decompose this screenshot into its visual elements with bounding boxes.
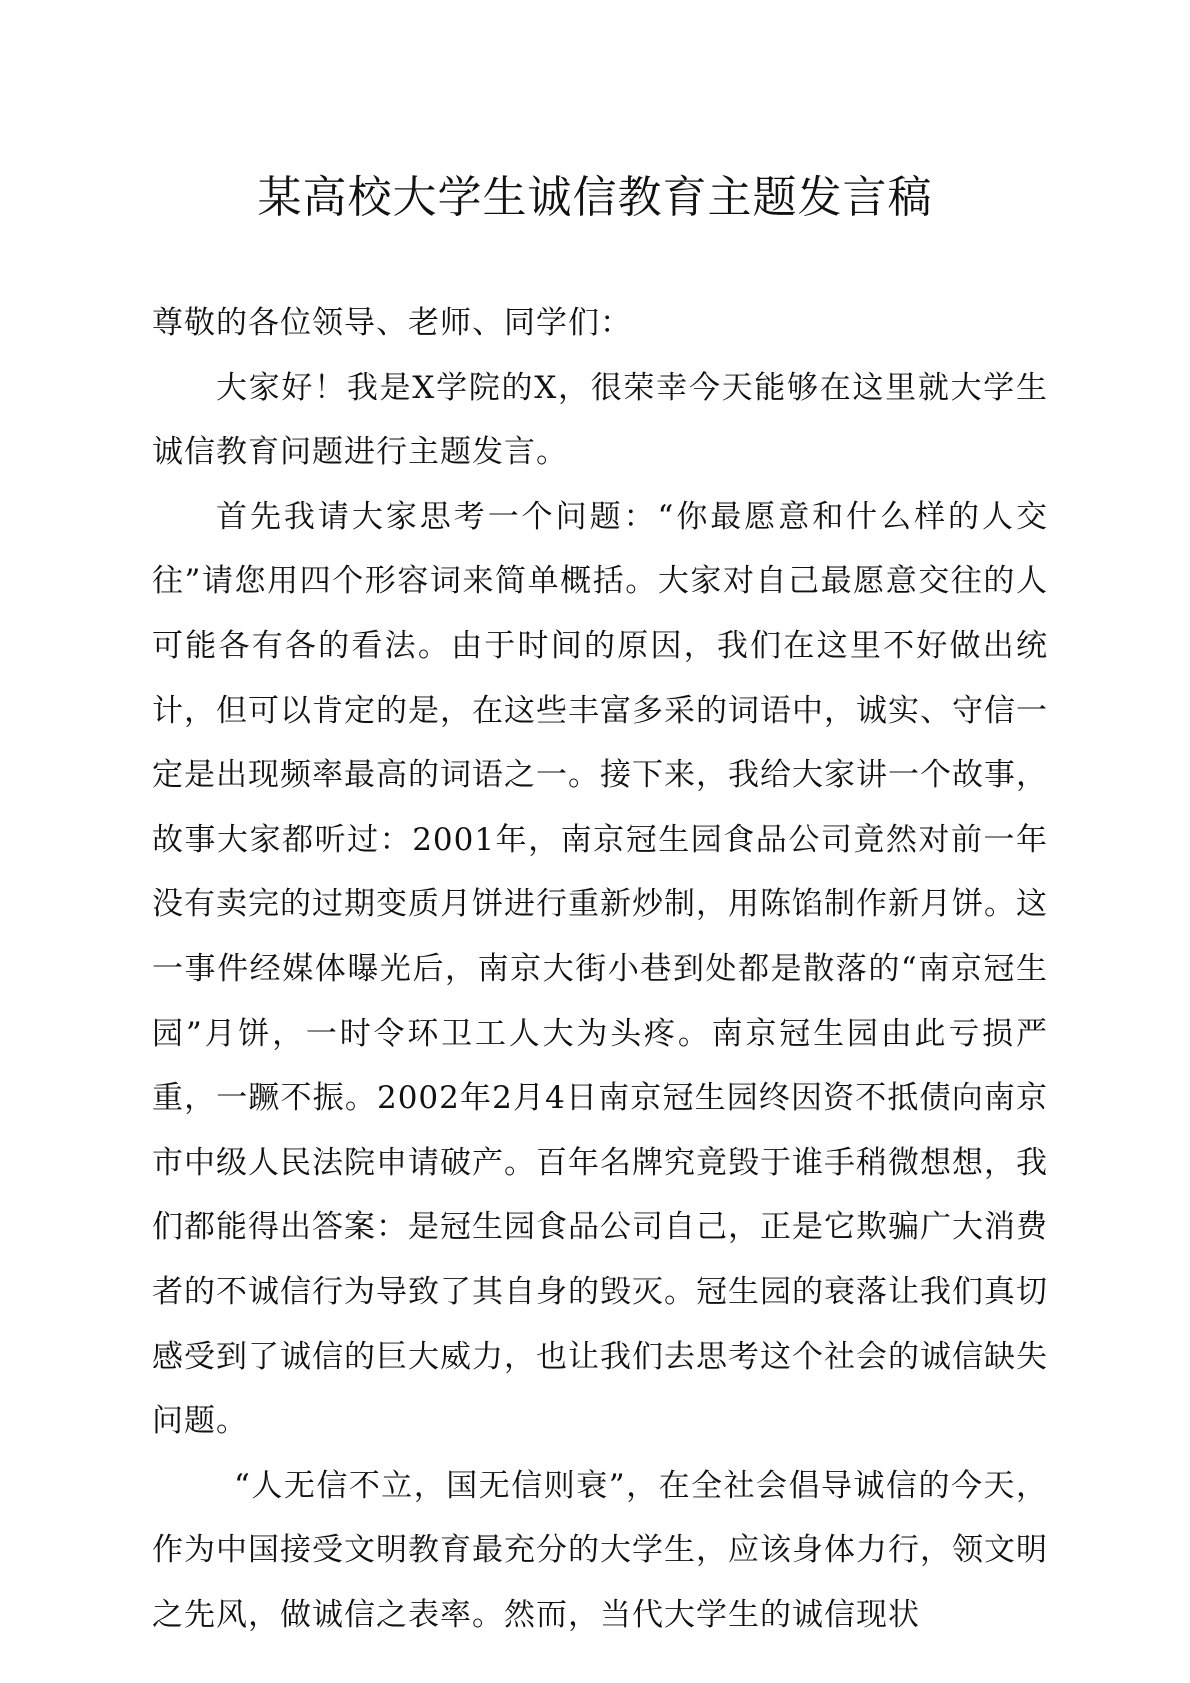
paragraph-story: 首先我请大家思考一个问题：“你最愿意和什么样的人交往”请您用四个形容词来简单概括。大家对自己最愿意交往的人可能各有各的看法。由于时间的原因，我们在这里不好做出统计，但可以肯定的是，在这些丰富多采的词语中，诚实、守信一定是出现频率最高的词语之一。接下来，我给大家讲一个故事，故事大家都听过：2001年，南京冠生园食品公司竟然对前一年没有卖完的过期变质月饼进行重新炒制，用陈馅制作新月饼。这一事件经媒体曝光后，南京大街小巷到处都是散落的“南京冠生园”月饼，一时令环卫工人大为头疼。南京冠生园由此亏损严重，一蹶不振。2002年2月4日南京冠生园终因资不抵债向南京市中级人民法院申请破产。百年名牌究竟毁于谁手稍微想想，我们都能得出答案：是冠生园食品公司自己，正是它欺骗广大消费者的不诚信行为导致了其自身的毁灭。冠生园的衰落让我们真切感受到了诚信的巨大威力，也让我们去思考这个社会的诚信缺失问题。 bbox=[152, 498, 1048, 1440]
document-body bbox=[152, 291, 1048, 1647]
document-title: 某高校大学生诚信教育主题发言稿 bbox=[257, 172, 933, 223]
paragraph-greeting: 大家好！我是X学院的X，很荣幸今天能够在这里就大学生诚信教育问题进行主题发言。 bbox=[152, 369, 1048, 471]
salutation: 尊敬的各位领导、老师、同学们： bbox=[152, 305, 632, 341]
paragraph-integrity: “人无信不立，国无信则衰”，在全社会倡导诚信的今天，作为中国接受文明教育最充分的大学生，应该身体力行，领文明之先风，做诚信之表率。然而，当代大学生的诚信现状 bbox=[152, 1467, 1048, 1633]
